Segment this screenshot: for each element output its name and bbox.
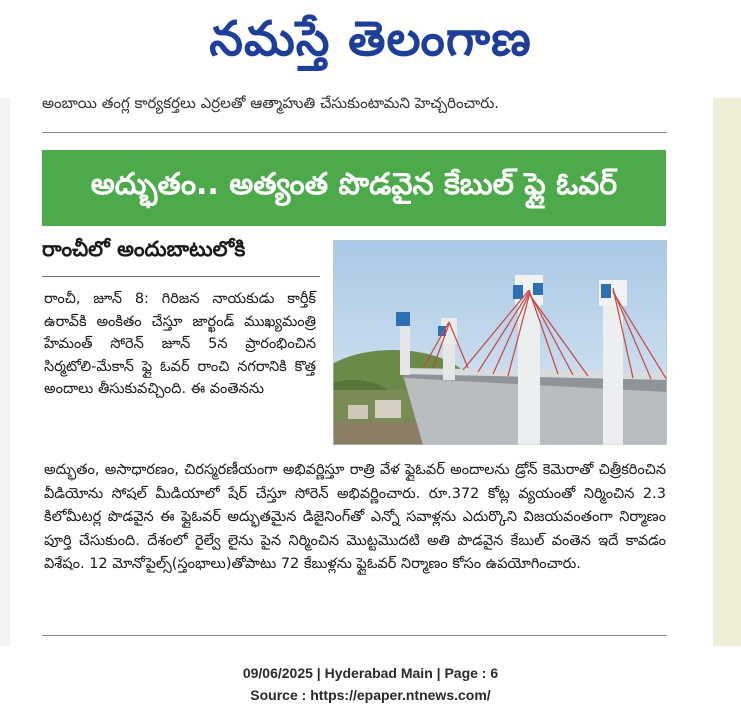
edition-info: 09/06/2025 | Hyderabad Main | Page : 6 [242,665,499,681]
headline-banner [42,150,666,226]
bridge-photo [333,240,667,445]
cable-bridge-image [333,240,667,445]
adjacent-column-left [0,98,10,646]
article-paragraph: అద్భుతం, అసాధారణం, చిరస్మరణీయంగా అభివర్ణిస్తూ రాత్రి వేళ ఫ్లైఓవర్ అందాలను డ్రోన్ కెమెరాతో చిత్రీకరించిన వీడియోను సోషల్ మీడియాలో షేర్ చేస్తూ సోరెన్ అభివర్ణించారు. రూ.372 కోట్ల వ్యయంతో నిర్మించిన 2.3 కిలోమీటర్ల పొడవైన ఈ ఫ్లైఓవర్ అద్భుతమైన డిజైనింగ్‌తో ఎన్నో సవాళ్లను ఎదుర్కొని విజయవంతంగా నిర్మాణం పూర్తి చేసుకుంది. దేశంలో రైల్వే లైను పైన నిర్మించిన మొట్టమొదటి అతి పొడవైన కేబుల్ వంతెన ఇదే కావడం విశేషం. 12 మోనోపైల్స్(స్తంభాలు)తోపాటు 72 కేబుళ్లను ఫ్లైఓవర్ నిర్మాణం కోసం ఉపయోగించారు. [44,462,666,572]
article-paragraph: రాంచీ, జూన్ 8: గిరిజన నాయకుడు కార్తీక్ ఉరావ్‌కి అంకితం చేస్తూ జార్ఖండ్ ముఖ్యమంత్రి హేమంత్ సోరెన్ జూన్ 5న ప్రారంభించిన సిర్మటోలి-మేకాన్ ఫ్లై ఓవర్ రాంచి నగరానికి కొత్త అందాలు తీసుకువచ్చింది. ఈ వంతెనను [44,291,316,397]
adjacent-column-right [713,98,741,646]
subheadline: రాంచీలో అందుబాటులోకి [42,237,246,261]
divider [42,132,667,133]
newspaper-logo: నమస్తే తెలంగాణ [209,11,532,67]
divider [42,635,667,636]
article-body-narrow [44,288,316,401]
masthead [0,0,741,80]
headline: అద్భుతం.. అత్యంత పొడవైన కేబుల్ ఫ్లై ఓవర్ [90,167,618,202]
article-body-wide [44,459,666,577]
subheadline-divider [42,276,320,277]
footer [0,662,741,706]
article-clipping [37,80,669,646]
previous-article-line: అంబాయి తంగ్ల కార్యకర్తలు ఎర్రలతో ఆత్మాహుతి చేసుకుంటామని హెచ్చరించారు. [42,94,500,112]
source-info: Source : https://epaper.ntnews.com/ [250,687,491,703]
